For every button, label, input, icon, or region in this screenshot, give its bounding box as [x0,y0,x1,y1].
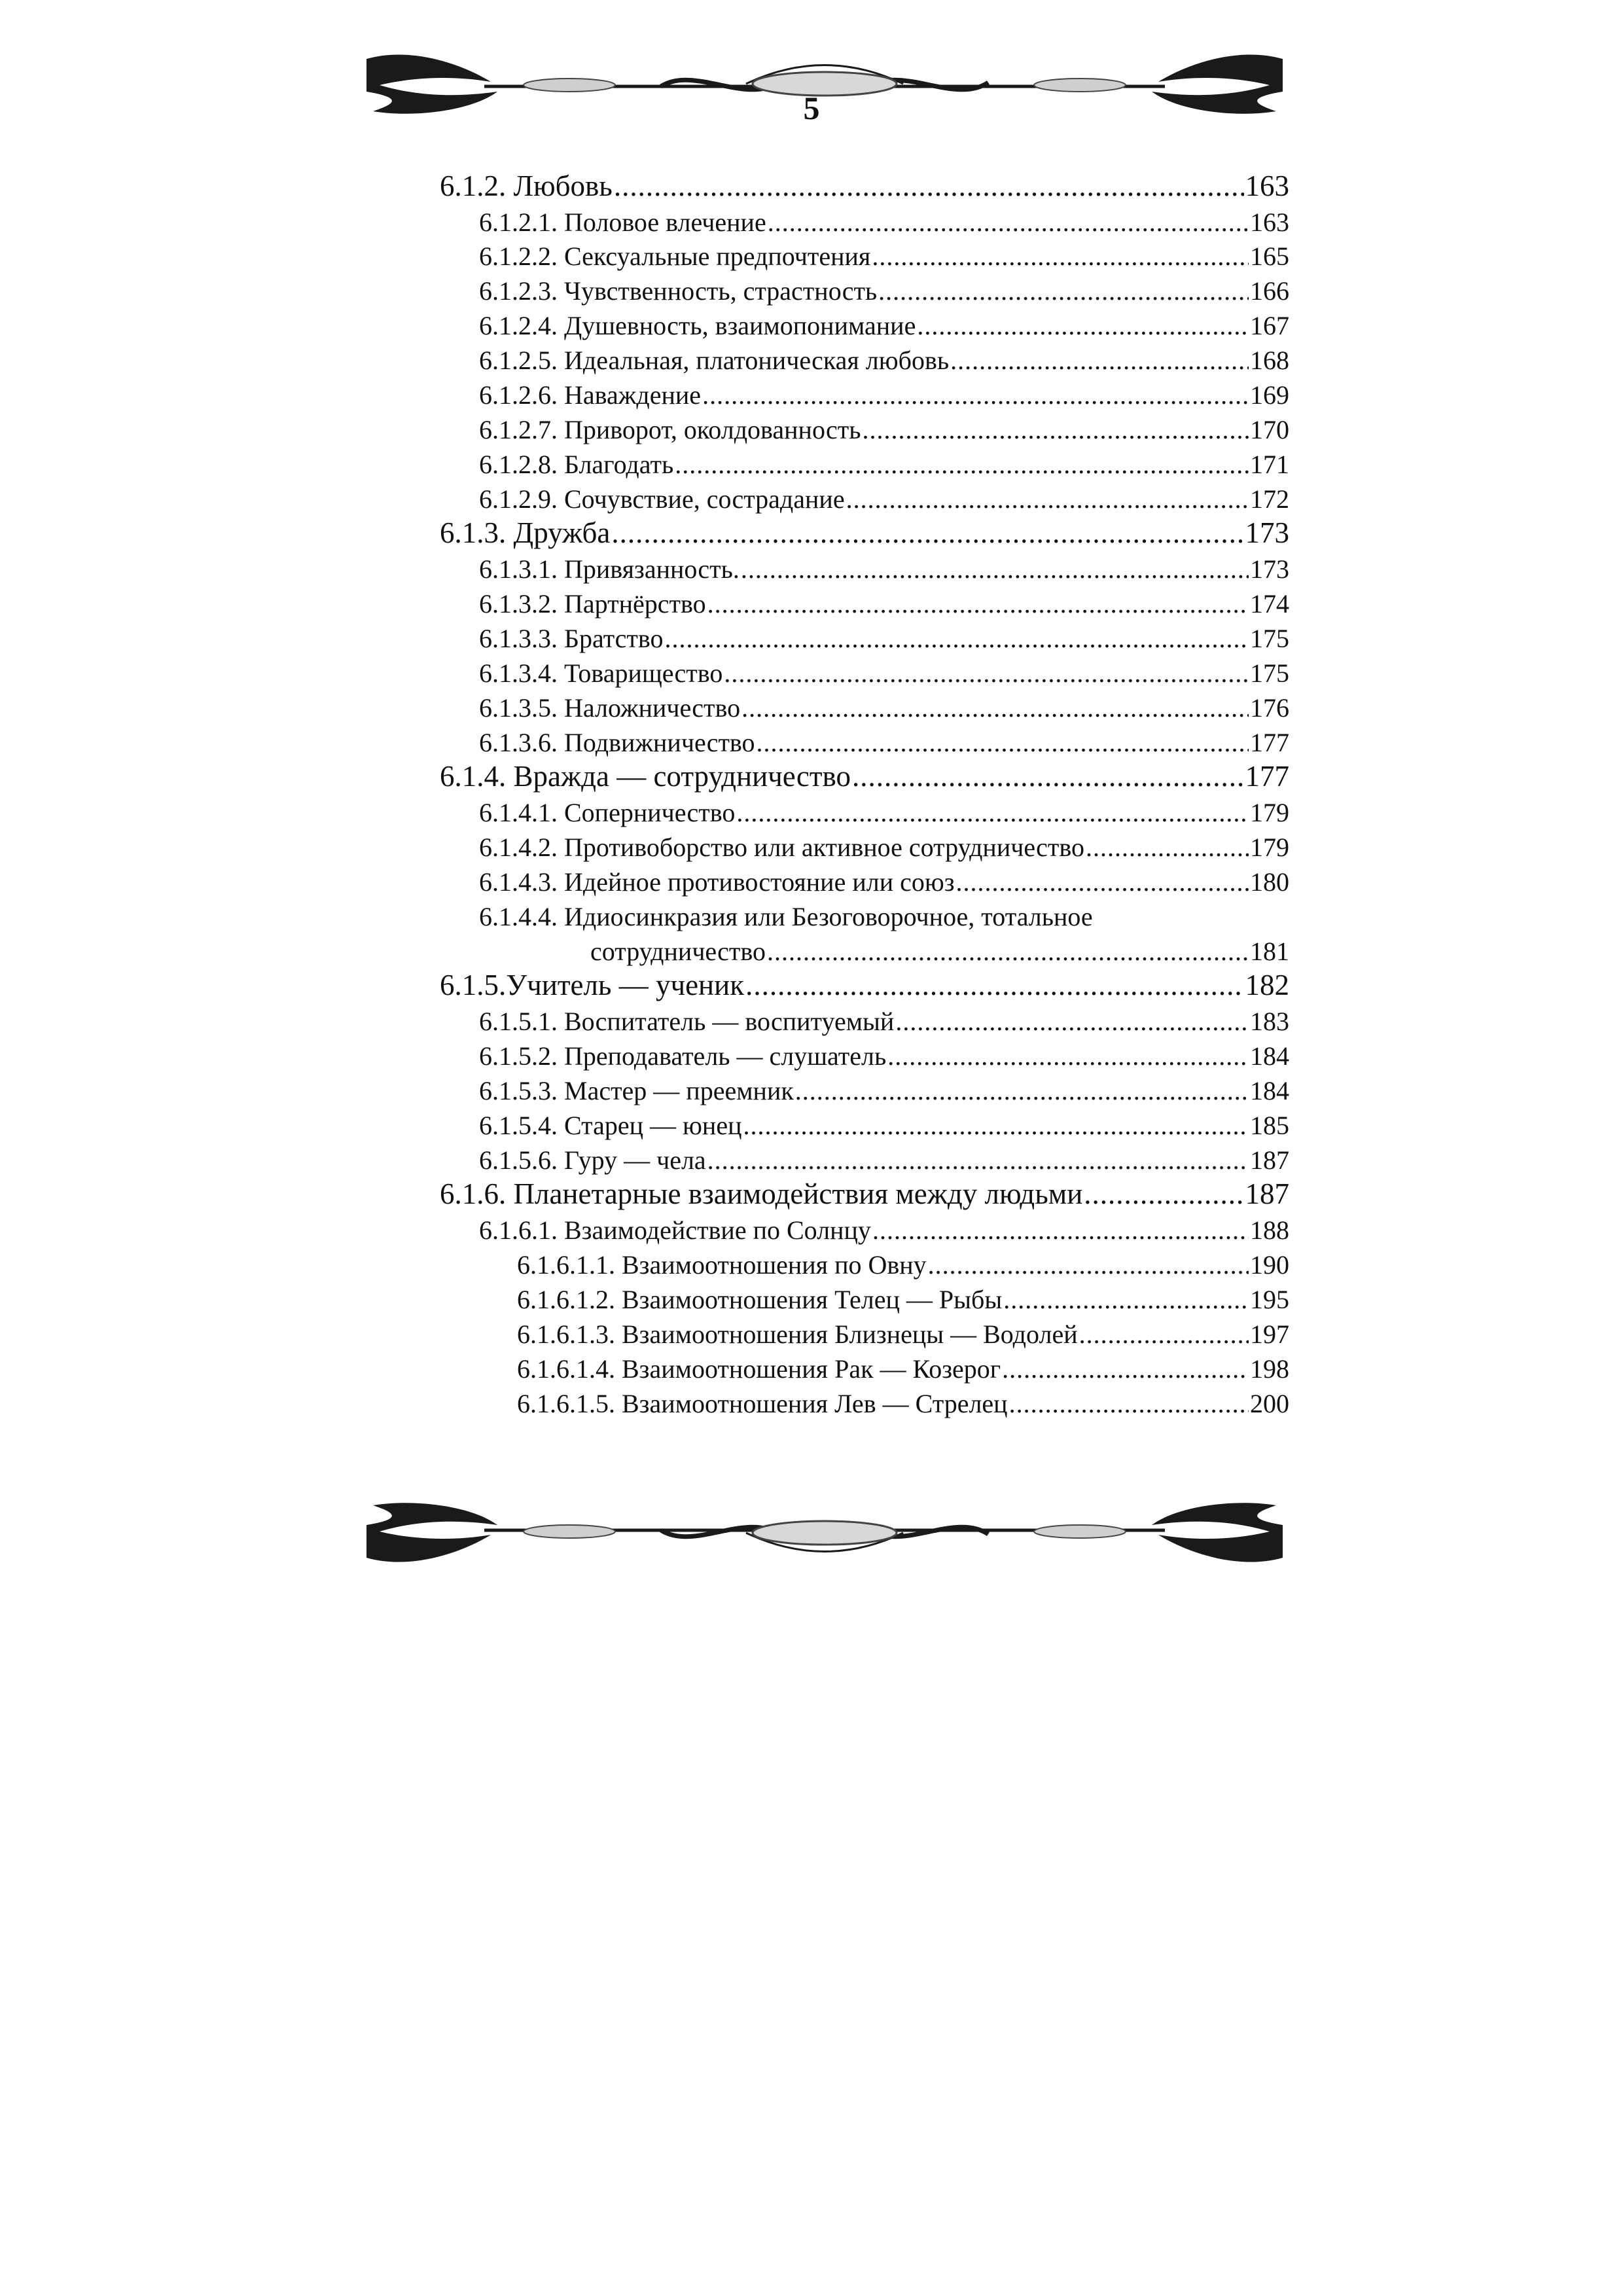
toc-entry [479,1110,1289,1141]
dot-leader [707,1145,1249,1175]
dot-leader [614,169,1244,203]
toc-entry-page: 184 [1250,1041,1289,1071]
toc-entry-page: 173 [1245,516,1289,549]
toc-entry [517,1354,1289,1384]
toc-entry-title: 6.1.2.8. Благодать [479,450,674,479]
dot-leader [741,554,1249,584]
toc-entry [479,1145,1289,1175]
toc-entry [479,1006,1289,1037]
toc-entry-page: 190 [1250,1250,1289,1280]
toc-entry [479,484,1289,514]
toc-entry [440,169,1289,203]
toc-entry-title: 6.1.2.9. Сочувствие, сострадание [479,484,845,514]
toc-entry [479,797,1289,828]
toc-entry-page: 163 [1245,170,1289,202]
toc-entry [479,380,1289,410]
dot-leader [707,588,1249,619]
dot-leader [1079,1319,1249,1350]
toc-entry [479,588,1289,619]
toc-entry-page: 175 [1250,658,1289,688]
dot-leader [702,380,1249,410]
toc-entry-title: 6.1.3.4. Товарищество [479,658,723,688]
toc-entry [479,310,1289,341]
toc-entry [479,345,1289,376]
toc-entry [479,207,1289,238]
toc-entry-page: 187 [1250,1145,1289,1175]
toc-entry-page: 200 [1250,1389,1289,1418]
toc-entry-title: 6.1.4. Вражда — сотрудничество [440,760,851,793]
page-number: 5 [803,90,820,126]
toc-entry-title: 6.1.5.3. Мастер — преемник [479,1076,794,1105]
toc-entry-page: 197 [1250,1319,1289,1349]
toc-entry [479,867,1289,897]
toc-entry-title: 6.1.2.5. Идеальная, платоническая любовь [479,346,950,375]
toc-entry-page: 179 [1250,798,1289,827]
toc-entry-page: 168 [1250,346,1289,375]
toc-entry [517,1249,1289,1280]
toc-entry [440,1177,1289,1211]
toc-entry-title: 6.1.3. Дружба [440,516,611,549]
dot-leader [956,867,1249,897]
dot-leader [675,449,1249,480]
toc-entry-title: 6.1.5.6. Гуру — чела [479,1145,706,1175]
toc-entry-title: 6.1.2.3. Чувственность, страстность [479,276,878,306]
toc-entry-title: 6.1.2.4. Душевность, взаимопонимание [479,311,916,340]
dot-leader [1002,1354,1249,1384]
toc-entry-title: 6.1.2.1. Половое влечение [479,207,766,237]
toc-entry [479,276,1289,306]
toc-entry-title: 6.1.6.1.2. Взаимоотношения Телец — Рыбы [517,1285,1003,1314]
toc-entry [479,623,1289,654]
toc-entry [479,241,1289,272]
toc-entry-title: 6.1.6.1.3. Взаимоотношения Близнецы — Водолей [517,1319,1078,1349]
toc-entry-title: 6.1.5.1. Воспитатель — воспитуемый [479,1007,895,1036]
dot-leader [872,241,1249,272]
toc-entry-page: 165 [1250,242,1289,271]
toc-entry-title: 6.1.6.1.5. Взаимоотношения Лев — Стрелец [517,1389,1008,1418]
dot-leader [846,484,1249,514]
toc-entry-page: 179 [1250,833,1289,862]
ornament-bottom [353,1486,1296,1571]
toc-entry [479,832,1289,863]
toc-entry-title: 6.1.3.6. Подвижничество [479,728,755,757]
toc-entry-page: 170 [1250,415,1289,444]
toc-entry-page: 166 [1250,276,1289,306]
dot-leader [795,1075,1249,1106]
toc-entry [479,449,1289,480]
toc-entry-title: 6.1.4.3. Идейное противостояние или союз [479,867,955,897]
toc-entry-page: 176 [1250,693,1289,723]
toc-entry-page: 180 [1250,867,1289,897]
dot-leader [724,658,1249,689]
toc-entry [440,968,1289,1002]
toc-entry [479,692,1289,723]
toc-entry-continuation: сотрудничество [590,937,766,966]
dot-leader [1086,832,1249,863]
dot-leader [1084,1177,1243,1211]
toc-entry-page: 174 [1250,589,1289,619]
dot-leader [767,936,1249,967]
toc-entry-page: 182 [1245,969,1289,1001]
dot-leader [852,759,1244,793]
toc-entry-title: 6.1.3.2. Партнёрство [479,589,706,619]
toc-entry-title: 6.1.4.4. Идиосинкразия или Безоговорочное, тотальное [479,902,1093,931]
dot-leader [768,207,1249,238]
toc-entry [479,1215,1289,1246]
toc-entry [479,1041,1289,1071]
toc-entry-title: 6.1.3.1. Привязанность. [479,554,740,584]
toc-entry-page: 163 [1250,207,1289,237]
toc-entry [479,1075,1289,1106]
toc-entry [440,516,1289,550]
toc-entry-title: 6.1.2. Любовь [440,170,613,202]
dot-leader [745,968,1243,1002]
toc-entry-page: 185 [1250,1111,1289,1140]
dot-leader [665,623,1249,654]
toc-entry-title: 6.1.2.7. Приворот, околдованность [479,415,861,444]
dot-leader [862,414,1249,445]
toc-entry-page: 173 [1250,554,1289,584]
toc-entry [479,658,1289,689]
toc-entry-page: 167 [1250,311,1289,340]
toc-entry-page: 188 [1250,1215,1289,1245]
toc-entry-title: 6.1.6.1. Взаимодействие по Солнцу [479,1215,871,1245]
toc-entry [517,1388,1289,1419]
toc-entry-title: 6.1.5.2. Преподаватель — слушатель [479,1041,887,1071]
toc-entry-title: 6.1.6. Планетарные взаимодействия между людьми [440,1177,1083,1210]
dot-leader [878,276,1249,306]
dot-leader [928,1249,1249,1280]
dot-leader [950,345,1249,376]
dot-leader [611,516,1243,550]
dot-leader [895,1006,1249,1037]
toc-entry-title: 6.1.6.1.4. Взаимоотношения Рак — Козерог [517,1354,1001,1384]
dot-leader [1009,1388,1249,1419]
dot-leader [872,1215,1249,1246]
toc-entry-page: 172 [1250,484,1289,514]
toc-entry [479,727,1289,758]
toc-entry-title: 6.1.3.5. Наложничество [479,693,741,723]
toc-entry-title: 6.1.5.4. Старец — юнец [479,1111,742,1140]
toc-entry-page: 177 [1245,760,1289,793]
toc-entry-page: 175 [1250,624,1289,653]
toc-entry-title: 6.1.2.6. Наваждение [479,380,702,410]
toc-entry [479,554,1289,584]
toc-entry-page: 187 [1245,1177,1289,1210]
toc-entry-title: 6.1.4.2. Противоборство или активное сотрудничество [479,833,1084,862]
toc-entry [440,759,1289,793]
toc-entry-page: 171 [1250,450,1289,479]
toc-entry-page: 184 [1250,1076,1289,1105]
toc-entry-title: 6.1.2.2. Сексуальные предпочтения [479,242,871,271]
toc-entry [517,1319,1289,1350]
dot-leader [741,692,1249,723]
dot-leader [887,1041,1249,1071]
toc-entry-page: 177 [1250,728,1289,757]
dot-leader [917,310,1249,341]
toc-entry-title: 6.1.5.Учитель — ученик [440,969,745,1001]
toc-entry-page: 169 [1250,380,1289,410]
toc-entry [479,414,1289,445]
dot-leader [757,727,1249,758]
toc-entry [517,1284,1289,1315]
toc-entry-page: 183 [1250,1007,1289,1036]
dot-leader [736,797,1249,828]
dot-leader [1003,1284,1249,1315]
toc-entry-title: 6.1.6.1.1. Взаимоотношения по Овну [517,1250,927,1280]
toc-entry-title: 6.1.3.3. Братство [479,624,664,653]
toc-entry [590,936,1289,967]
toc-entry-page: 195 [1250,1285,1289,1314]
dot-leader [743,1110,1249,1141]
toc-entry-title: 6.1.4.1. Соперничество [479,798,736,827]
toc-entry-page: 181 [1250,937,1289,966]
toc-entry-page: 198 [1250,1354,1289,1384]
